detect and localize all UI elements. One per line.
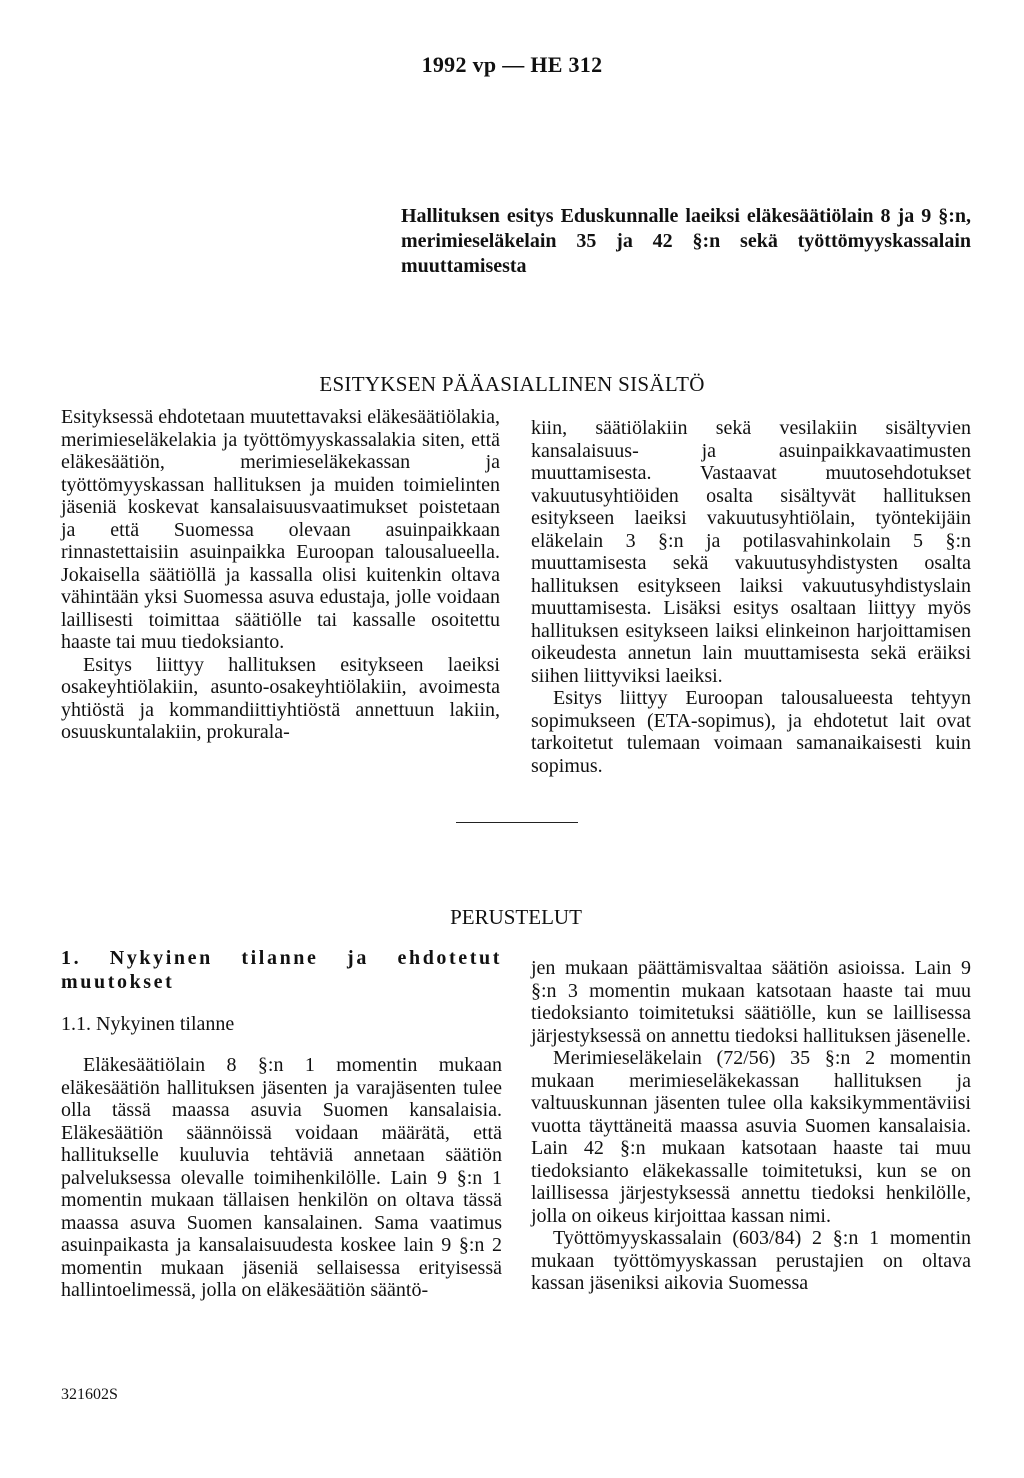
summary-left-column bbox=[61, 406, 500, 744]
section-divider bbox=[456, 822, 578, 823]
body-paragraph: Eläkesäätiölain 8 §:n 1 momentin mukaan eläkesäätiön hallituksen jäsenten ja varajäsenten tulee olla tässä maassa asuvia Suomen kansalaisia. Eläkesäätiön säännöissä voidaan määrätä, että hallitukselle kuuluvia tehtäviä annetaan säätiön palveluksessa olevalle toimihenkilölle. Lain 9 §:n 1 momentin mukaan tällaisen henkilön on oltava tässä maassa asuva Suomen kansalainen. Sama vaatimus asuinpaikasta ja kansalaisuudesta koskee lain 9 §:n 2 momentin mukaan jäseniä sellaisessa erityisessä hallintoelimessä, jolla on eläkesäätiön sääntö- bbox=[61, 1054, 502, 1301]
section-1-1-heading: 1.1. Nykyinen tilanne bbox=[61, 1013, 235, 1035]
perustelut-left-column bbox=[61, 946, 502, 1302]
document-title: Hallituksen esitys Eduskunnalle laeiksi eläkesäätiölain 8 ja 9 §:n, merimieseläkelain 35 ja 42 §:n sekä työttömyyskassalain muuttamisesta bbox=[401, 205, 971, 277]
body-paragraph: Merimieseläkelain (72/56) 35 §:n 2 momentin mukaan merimieseläkekassan hallituksen ja valtuuskunnan jäsenten tulee olla kaksikymmentäviisi vuotta täyttäneitä maassa asuvia Suomen kansalaisia. Lain 42 §:n mukaan katsotaan haaste tai muu tiedoksianto eläkekassalle toimitetuksi, kun se on laillisessa järjestyksessä annettu tiedoksi henkilölle, jolla on oikeus kirjoittaa kassan nimi. bbox=[531, 1047, 971, 1227]
perustelut-right-column bbox=[531, 957, 971, 1295]
body-paragraph: Työttömyyskassalain (603/84) 2 §:n 1 momentin mukaan työttömyyskassan perustajien on oltava kassan jäseniksi aikovia Suomessa bbox=[531, 1227, 971, 1294]
summary-paragraph: kiin, säätiölakiin sekä vesilakiin sisältyvien kansalaisuus- ja asuinpaikkavaatimusten muuttamisesta. Vastaavat muutosehdotukset vakuutusyhtiöiden osalta sisältyvät hallituksen esitykseen laeiksi vakuutusyhtiölain, työntekijäin eläkelain 3 §:n ja potilasvahinkolain 5 §:n muuttamisesta sekä vakuutusyhdistysten osalta hallituksen esitykseen laiksi vakuutusyhdistyslain muuttamisesta. Lisäksi esitys osaltaan liittyy myös hallituksen esitykseen laiksi elinkeinon harjoittamisen oikeudesta annetun lain muuttamisesta sekä eräiksi siihen liittyviksi laeiksi. bbox=[531, 417, 971, 687]
document-code: 321602S bbox=[61, 1386, 118, 1403]
body-paragraph: jen mukaan päättämisvaltaa säätiön asioissa. Lain 9 §:n 3 momentin mukaan katsotaan haaste tai muu tiedoksianto toimitetuksi säätiölle, kun se laillisessa järjestyksessä on annettu tiedoksi hallituksen jäsenelle. bbox=[531, 957, 971, 1047]
section-1-heading: 1. Nykyinen tilanne ja ehdotetut muutokset bbox=[61, 947, 502, 993]
summary-heading: ESITYKSEN PÄÄASIALLINEN SISÄLTÖ bbox=[319, 372, 705, 396]
summary-paragraph: Esitys liittyy Euroopan talousalueesta tehtyyn sopimukseen (ETA-sopimus), ja ehdotetut lait ovat tarkoitetut tulemaan voimaan samanaikaisesti kuin sopimus. bbox=[531, 687, 971, 777]
perustelut-heading: PERUSTELUT bbox=[450, 905, 582, 929]
summary-right-column bbox=[531, 417, 971, 777]
summary-paragraph: Esityksessä ehdotetaan muutettavaksi eläkesäätiölakia, merimieseläkelakia ja työttömyyskassalakia siten, että eläkesäätiön, merimieseläkekassan ja työttömyyskassan hallituksen ja muiden toimielinten jäseniä koskevat kansalaisuusvaatimukset poistetaan ja että Suomessa olevaan asuinpaikkaan rinnastettaisiin asuinpaikka Euroopan talousalueella. Jokaisella säätiöllä ja kassalla olisi kuitenkin oltava vähintään yksi Suomessa asuva edustaja, jolle voidaan laillisesti toimittaa säätiölle tai kassalle osoitettu haaste tai muu tiedoksianto. bbox=[61, 406, 500, 653]
running-head: 1992 vp — HE 312 bbox=[421, 52, 603, 77]
summary-paragraph: Esitys liittyy hallituksen esitykseen laeiksi osakeyhtiölakiin, asunto-osakeyhtiölakiin, avoimesta yhtiöstä ja kommandiittiyhtiöstä annettuun lakiin, osuuskuntalakiin, prokurala- bbox=[61, 653, 500, 743]
